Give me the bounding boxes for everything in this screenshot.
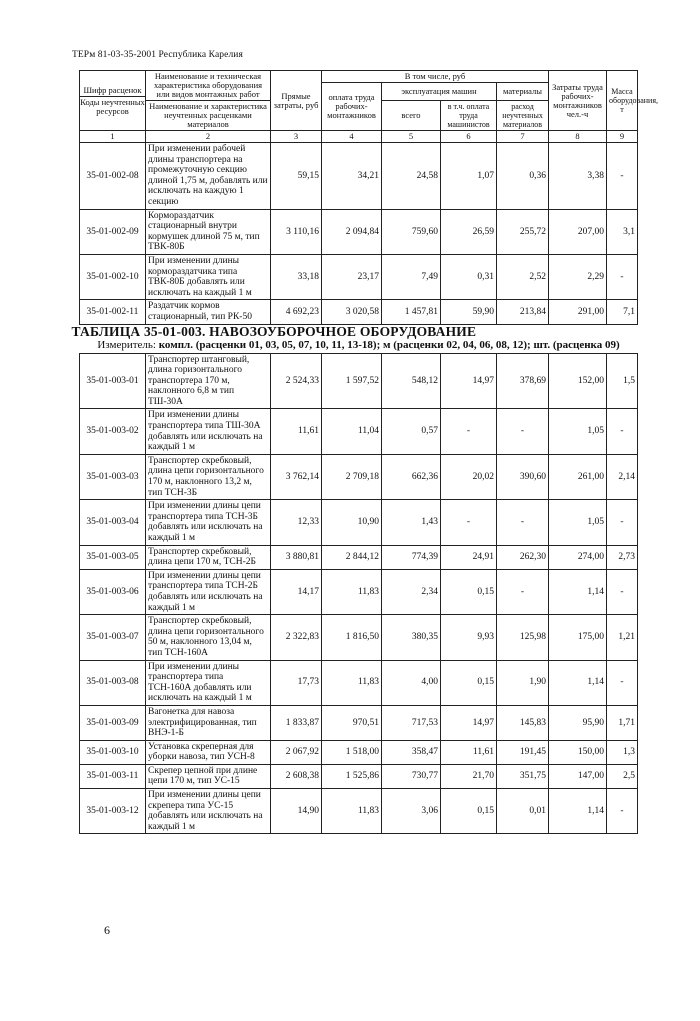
table-row <box>80 143 638 210</box>
column-number: 4 <box>322 131 382 143</box>
wage-cost: 1 597,52 <box>322 353 382 409</box>
rate-code: 35-01-003-09 <box>80 705 146 740</box>
materials-cost: 213,84 <box>497 300 549 324</box>
wage-cost: 970,51 <box>322 705 382 740</box>
wage-cost: 11,04 <box>322 409 382 454</box>
section-title: ТАБЛИЦА 35-01-003. НАВОЗОУБОРОЧНОЕ ОБОРУДОВАНИЕ <box>71 323 477 339</box>
rate-code: 35-01-003-03 <box>80 454 146 499</box>
rate-code: 35-01-002-11 <box>80 300 146 324</box>
table-row <box>80 705 638 740</box>
machines-cost: 730,77 <box>382 764 441 788</box>
machines-cost: 380,35 <box>382 615 441 660</box>
direct-costs: 2 524,33 <box>271 353 322 409</box>
table-row <box>80 569 638 614</box>
wage-cost: 11,83 <box>322 660 382 705</box>
direct-costs: 1 833,87 <box>271 705 322 740</box>
table-row <box>80 300 638 324</box>
direct-costs: 59,15 <box>271 143 322 210</box>
labor-hours: 150,00 <box>549 740 607 764</box>
header-labor: Затраты труда рабочих-монтажников чел.-ч <box>549 71 607 131</box>
machinist-wage: 0,31 <box>441 254 497 299</box>
wage-cost: 11,83 <box>322 569 382 614</box>
machines-cost: 717,53 <box>382 705 441 740</box>
header-code-bottom: Коды неучтенных ресурсов <box>80 96 145 116</box>
materials-cost: 0,36 <box>497 143 549 210</box>
rate-description: При изменении длины цепи скрепера типа УС-15 добавлять или исключать на каждый 1 м <box>146 789 271 834</box>
machines-cost: 1 457,81 <box>382 300 441 324</box>
machinist-wage: 26,59 <box>441 209 497 254</box>
labor-hours: 274,00 <box>549 545 607 569</box>
column-number: 6 <box>441 131 497 143</box>
direct-costs: 4 692,23 <box>271 300 322 324</box>
materials-cost: 125,98 <box>497 615 549 660</box>
materials-cost: 255,72 <box>497 209 549 254</box>
rate-code: 35-01-003-06 <box>80 569 146 614</box>
machinist-wage: - <box>441 500 497 545</box>
equipment-mass: 2,5 <box>607 764 638 788</box>
table-row <box>80 764 638 788</box>
section-heading-row <box>80 324 638 353</box>
machinist-wage: 0,15 <box>441 569 497 614</box>
direct-costs: 14,90 <box>271 789 322 834</box>
labor-hours: 147,00 <box>549 764 607 788</box>
rate-code: 35-01-003-07 <box>80 615 146 660</box>
table-row <box>80 545 638 569</box>
column-number: 5 <box>382 131 441 143</box>
labor-hours: 1,05 <box>549 409 607 454</box>
equipment-mass: - <box>607 789 638 834</box>
rate-code: 35-01-003-01 <box>80 353 146 409</box>
machines-cost: 358,47 <box>382 740 441 764</box>
materials-cost: 0,01 <box>497 789 549 834</box>
direct-costs: 3 110,16 <box>271 209 322 254</box>
wage-cost: 34,21 <box>322 143 382 210</box>
table-row <box>80 615 638 660</box>
header-materials-group: материалы <box>497 83 549 101</box>
header-machines-total: всего <box>382 101 441 131</box>
column-number: 8 <box>549 131 607 143</box>
wage-cost: 2 844,12 <box>322 545 382 569</box>
table-row <box>80 409 638 454</box>
materials-cost: 390,60 <box>497 454 549 499</box>
column-numbers-row <box>80 131 638 143</box>
machinist-wage: - <box>441 409 497 454</box>
rate-description: Скрепер цепной при длине цепи 170 м, тип УС-15 <box>146 764 271 788</box>
machinist-wage: 11,61 <box>441 740 497 764</box>
materials-cost: - <box>497 500 549 545</box>
column-number: 1 <box>80 131 146 143</box>
direct-costs: 33,18 <box>271 254 322 299</box>
rate-description: Транспортер скребковый, длина цепи горизонтального 170 м, наклонного 13,2 м, тип ТСН-3Б <box>146 454 271 499</box>
rate-description: Транспортер скребковый, длина цепи горизонтального 50 м, наклонного 13,04 м, тип ТСН-160А <box>146 615 271 660</box>
wage-cost: 1 518,00 <box>322 740 382 764</box>
machinist-wage: 24,91 <box>441 545 497 569</box>
rate-code: 35-01-003-10 <box>80 740 146 764</box>
rate-description: Раздатчик кормов стационарный, тип РК-50 <box>146 300 271 324</box>
equipment-mass: - <box>607 660 638 705</box>
labor-hours: 95,90 <box>549 705 607 740</box>
materials-cost: 262,30 <box>497 545 549 569</box>
header-wage: оплата труда рабочих-монтажников <box>322 83 382 131</box>
labor-hours: 1,05 <box>549 500 607 545</box>
header-name-bottom: Наименование и характеристика неучтенных расценками материалов <box>146 100 270 129</box>
wage-cost: 3 020,58 <box>322 300 382 324</box>
rate-code: 35-01-002-09 <box>80 209 146 254</box>
column-number: 9 <box>607 131 638 143</box>
wage-cost: 2 094,84 <box>322 209 382 254</box>
rate-description: Установка скреперная для уборки навоза, тип УСН-8 <box>146 740 271 764</box>
materials-cost: 351,75 <box>497 764 549 788</box>
machinist-wage: 59,90 <box>441 300 497 324</box>
direct-costs: 14,17 <box>271 569 322 614</box>
header-direct-costs: Прямые затраты, руб <box>271 71 322 131</box>
rate-description: Транспортер штанговый, длина горизонтального транспортера 170 м, наклонного 6,8 м тип ТШ-30А <box>146 353 271 409</box>
rate-description: При изменении длины цепи транспортера типа ТСН-2Б добавлять или исключать на каждый 1 м <box>146 569 271 614</box>
section-unit <box>80 339 638 352</box>
labor-hours: 207,00 <box>549 209 607 254</box>
equipment-mass: 1,71 <box>607 705 638 740</box>
direct-costs: 3 880,81 <box>271 545 322 569</box>
table-row <box>80 500 638 545</box>
rate-description: При изменении рабочей длины транспортера на промежуточную секцию длиной 1,75 м, добавлять или исключать на каждую 1 секцию <box>146 143 271 210</box>
machines-cost: 0,57 <box>382 409 441 454</box>
equipment-mass: - <box>607 569 638 614</box>
materials-cost: 145,83 <box>497 705 549 740</box>
labor-hours: 1,14 <box>549 660 607 705</box>
machines-cost: 2,34 <box>382 569 441 614</box>
labor-hours: 261,00 <box>549 454 607 499</box>
machines-cost: 548,12 <box>382 353 441 409</box>
materials-cost: 378,69 <box>497 353 549 409</box>
header-machines-wage: в т.ч. оплата труда машинистов <box>441 101 497 131</box>
header-machines-group: эксплуатация машин <box>382 83 497 101</box>
machinist-wage: 1,07 <box>441 143 497 210</box>
machines-cost: 7,49 <box>382 254 441 299</box>
equipment-mass: 7,1 <box>607 300 638 324</box>
rate-description: При изменении длины кормораздатчика типа ТВК-80Б добавлять или исключать на каждый 1 м <box>146 254 271 299</box>
machines-cost: 662,36 <box>382 454 441 499</box>
wage-cost: 1 525,86 <box>322 764 382 788</box>
rate-code: 35-01-002-08 <box>80 143 146 210</box>
materials-cost: 2,52 <box>497 254 549 299</box>
column-number: 2 <box>146 131 271 143</box>
labor-hours: 291,00 <box>549 300 607 324</box>
direct-costs: 2 067,92 <box>271 740 322 764</box>
table-row <box>80 209 638 254</box>
column-number: 7 <box>497 131 549 143</box>
machinist-wage: 0,15 <box>441 789 497 834</box>
table-row <box>80 454 638 499</box>
rate-description: Вагонетка для навоза электрифицированная, тип ВНЭ-1-Б <box>146 705 271 740</box>
header-incl-group: В том числе, руб <box>322 71 549 83</box>
header-materials: расход неучтенных материалов <box>497 101 549 131</box>
rate-code: 35-01-003-04 <box>80 500 146 545</box>
section-heading <box>71 323 638 353</box>
table-row <box>80 254 638 299</box>
direct-costs: 2 608,38 <box>271 764 322 788</box>
labor-hours: 175,00 <box>549 615 607 660</box>
rate-code: 35-01-003-02 <box>80 409 146 454</box>
wage-cost: 2 709,18 <box>322 454 382 499</box>
machines-cost: 4,00 <box>382 660 441 705</box>
direct-costs: 3 762,14 <box>271 454 322 499</box>
document-header: ТЕРм 81-03-35-2001 Республика Карелия <box>72 50 243 60</box>
table-row <box>80 789 638 834</box>
rate-code: 35-01-003-11 <box>80 764 146 788</box>
machines-cost: 774,39 <box>382 545 441 569</box>
header-mass: Масса оборудования, т <box>607 71 638 131</box>
equipment-mass: 3,1 <box>607 209 638 254</box>
equipment-mass: 1,5 <box>607 353 638 409</box>
direct-costs: 11,61 <box>271 409 322 454</box>
equipment-mass: 2,73 <box>607 545 638 569</box>
machines-cost: 759,60 <box>382 209 441 254</box>
materials-cost: - <box>497 409 549 454</box>
table-row <box>80 660 638 705</box>
machinist-wage: 0,15 <box>441 660 497 705</box>
labor-hours: 2,29 <box>549 254 607 299</box>
wage-cost: 11,83 <box>322 789 382 834</box>
header-name <box>146 71 271 131</box>
wage-cost: 23,17 <box>322 254 382 299</box>
labor-hours: 3,38 <box>549 143 607 210</box>
header-code-top: Шифр расценок <box>83 84 142 95</box>
rate-code: 35-01-003-08 <box>80 660 146 705</box>
rate-code: 35-01-003-12 <box>80 789 146 834</box>
machinist-wage: 9,93 <box>441 615 497 660</box>
machines-cost: 24,58 <box>382 143 441 210</box>
page-number: 6 <box>104 923 110 937</box>
materials-cost: 191,45 <box>497 740 549 764</box>
equipment-mass: 1,21 <box>607 615 638 660</box>
machines-cost: 3,06 <box>382 789 441 834</box>
rate-description: Кормораздатчик стационарный внутри кормушек длиной 75 м, тип ТВК-80Б <box>146 209 271 254</box>
rate-description: Транспортер скребковый, длина цепи 170 м, ТСН-2Б <box>146 545 271 569</box>
rate-description: При изменении длины транспортера типа ТШ-30А добавлять или исключать на каждый 1 м <box>146 409 271 454</box>
rate-code: 35-01-002-10 <box>80 254 146 299</box>
machinist-wage: 20,02 <box>441 454 497 499</box>
header-name-top: Наименование и техническая характеристика оборудования или видов монтажных работ <box>153 71 263 99</box>
labor-hours: 1,14 <box>549 569 607 614</box>
wage-cost: 10,90 <box>322 500 382 545</box>
labor-hours: 152,00 <box>549 353 607 409</box>
table-row <box>80 740 638 764</box>
equipment-mass: - <box>607 500 638 545</box>
equipment-mass: - <box>607 409 638 454</box>
direct-costs: 17,73 <box>271 660 322 705</box>
price-table <box>71 70 659 834</box>
equipment-mass: 2,14 <box>607 454 638 499</box>
materials-cost: - <box>497 569 549 614</box>
equipment-mass: - <box>607 143 638 210</box>
rate-code: 35-01-003-05 <box>80 545 146 569</box>
unit-label: Измеритель: <box>97 339 156 351</box>
equipment-mass: - <box>607 254 638 299</box>
direct-costs: 2 322,83 <box>271 615 322 660</box>
rate-description: При изменении длины цепи транспортера типа ТСН-3Б добавлять или исключать на каждый 1 м <box>146 500 271 545</box>
machines-cost: 1,43 <box>382 500 441 545</box>
labor-hours: 1,14 <box>549 789 607 834</box>
equipment-mass: 1,3 <box>607 740 638 764</box>
machinist-wage: 21,70 <box>441 764 497 788</box>
column-number: 3 <box>271 131 322 143</box>
unit-text: компл. (расценки 01, 03, 05, 07, 10, 11, 13-18); м (расценки 02, 04, 06, 08, 12); шт. (расценка 09) <box>158 339 620 351</box>
direct-costs: 12,33 <box>271 500 322 545</box>
machinist-wage: 14,97 <box>441 705 497 740</box>
machinist-wage: 14,97 <box>441 353 497 409</box>
header-code <box>80 71 146 131</box>
table-row <box>80 353 638 409</box>
wage-cost: 1 816,50 <box>322 615 382 660</box>
header-row-1 <box>80 71 638 83</box>
materials-cost: 1,90 <box>497 660 549 705</box>
rate-description: При изменении длины транспортера типа ТСН-160А добавлять или исключать на каждый 1 м <box>146 660 271 705</box>
